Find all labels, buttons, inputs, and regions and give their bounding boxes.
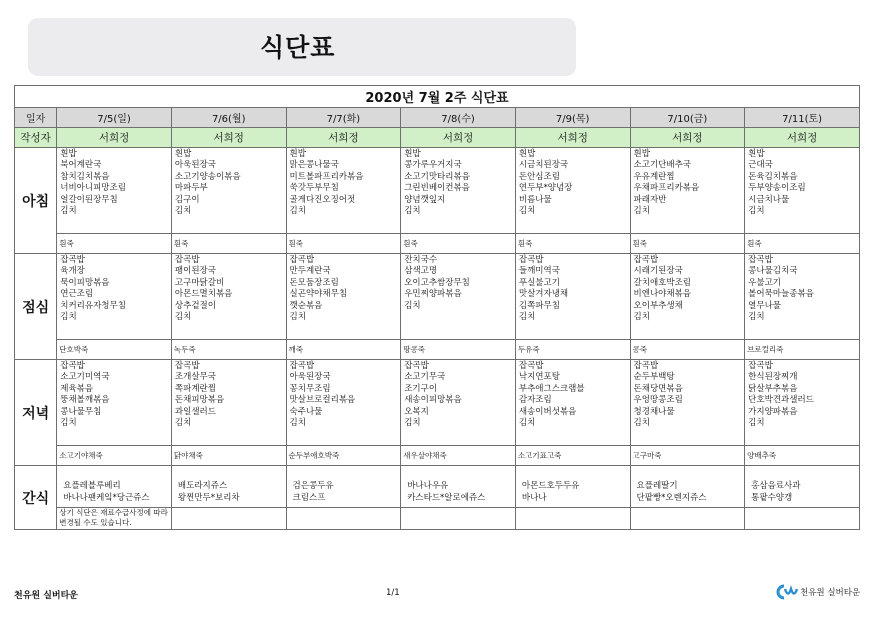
menu-item: 새송이피망볶음 [404, 395, 462, 406]
menu-item: 한식된장찌개 [748, 372, 798, 383]
menu-item: 김치 [60, 206, 77, 217]
snack-item: 단팥빵*오렌지쥬스 [636, 492, 707, 503]
menu-item: 숙주나물 [289, 406, 323, 417]
footer-logo [774, 583, 860, 601]
menu-item: 우유계란찜 [633, 171, 675, 182]
menu-item: 김치 [404, 418, 421, 429]
menu-item: 김치 [518, 206, 536, 217]
menu-item: 김치 [633, 312, 650, 323]
menu-item: 돈채피망볶음 [174, 395, 225, 406]
menu-item: 흰밥 [748, 149, 765, 159]
menu-item: 푸실불고기 [518, 277, 560, 288]
empty-cell [286, 508, 401, 530]
snack-item: 요플레블루베리 [63, 481, 121, 491]
menu-cell [171, 360, 286, 446]
menu-cell [745, 360, 860, 446]
menu-item: 소고기미역국 [60, 372, 110, 383]
menu-item: 아욱된장국 [174, 160, 216, 171]
menu-item: 김치 [174, 418, 192, 429]
menu-cell [515, 254, 630, 340]
menu-item: 아몬드멸치볶음 [174, 289, 233, 300]
snack-item: 홍삼음료사과 [751, 481, 801, 491]
menu-cell [401, 254, 516, 340]
snack-cell [401, 466, 516, 508]
menu-item: 잡곡밥 [404, 361, 429, 371]
menu-item: 오이부추생채 [633, 300, 683, 311]
menu-item: 잔치국수 [404, 255, 438, 265]
menu-cell [286, 148, 401, 234]
empty-cell [401, 508, 516, 530]
menu-item: 소고기단배추국 [633, 160, 691, 171]
menu-item: 김치 [60, 312, 77, 323]
menu-item: 북어계란국 [60, 160, 102, 171]
menu-item: 잡곡밥 [748, 255, 773, 265]
menu-item: 잡곡밥 [633, 361, 659, 371]
snack-cell [171, 466, 286, 508]
menu-item: 갈치애호박조림 [633, 277, 691, 288]
empty-cell [171, 508, 286, 530]
day-author: 서희정 [401, 128, 516, 148]
menu-item: 김구이 [174, 194, 200, 205]
snack-item: 요플레딸기 [636, 481, 678, 491]
menu-item: 너비아니피망조림 [60, 183, 126, 194]
porridge-item: 땅콩죽 [401, 340, 516, 360]
empty-cell [515, 508, 630, 530]
porridge-item: 소고기표고죽 [515, 446, 630, 466]
porridge-item: 녹두죽 [171, 340, 286, 360]
menu-cell [57, 360, 172, 446]
menu-item: 낙지연포탕 [518, 372, 560, 383]
menu-item: 잡곡밥 [60, 361, 85, 371]
snack-item: 검은콩두유 [292, 481, 334, 491]
menu-item: 잡곡밥 [518, 255, 544, 265]
menu-item: 비엔나야채볶음 [633, 289, 691, 300]
menu-cell [630, 360, 745, 446]
menu-item: 흰밥 [404, 149, 421, 159]
day-date: 7/6(월) [171, 108, 286, 128]
menu-item: 김치 [633, 418, 650, 429]
menu-note: 상기 식단은 재료수급사정에 따라 변경될 수도 있습니다. [57, 508, 172, 530]
date-label: 일자 [15, 108, 57, 128]
porridge-item: 닭야채죽 [171, 446, 286, 466]
snack-item: 바나나팬케잌*당근쥬스 [63, 492, 150, 503]
day-author: 서희정 [171, 128, 286, 148]
menu-item: 비름나물 [518, 194, 552, 205]
menu-item: 근대국 [748, 160, 773, 171]
menu-item: 닭살부추볶음 [748, 383, 798, 394]
menu-item: 잡곡밥 [289, 255, 315, 265]
menu-item: 잡곡밥 [174, 361, 200, 371]
menu-item: 가지양파볶음 [748, 406, 798, 417]
menu-item: 김치 [289, 418, 306, 429]
empty-cell [745, 508, 860, 530]
menu-item: 콩나물김치국 [748, 266, 798, 277]
snack-cell [57, 466, 172, 508]
logo-icon [774, 583, 798, 601]
day-author: 서희정 [630, 128, 745, 148]
logo-text: 천유원 실버타운 [800, 588, 861, 598]
menu-item: 김치 [748, 418, 765, 429]
menu-item: 잡곡밥 [748, 361, 773, 371]
snack-cell [745, 466, 860, 508]
menu-item: 김치 [289, 312, 306, 323]
menu-cell [745, 254, 860, 340]
meal-label: 아침 [15, 148, 57, 254]
menu-item: 뚱채볼깨볶음 [60, 395, 110, 406]
menu-item: 잡곡밥 [633, 255, 659, 265]
menu-item: 감자조림 [518, 395, 552, 406]
porridge-item: 흰죽 [515, 234, 630, 254]
porridge-item: 흰죽 [286, 234, 401, 254]
menu-item: 시금치나물 [748, 194, 790, 205]
day-author: 서희정 [57, 128, 172, 148]
menu-item: 우불고기 [748, 277, 782, 288]
menu-cell [286, 254, 401, 340]
snack-cell [630, 466, 745, 508]
menu-item: 콩나물무침 [60, 406, 102, 417]
day-date: 7/10(금) [630, 108, 745, 128]
menu-item: 아욱된장국 [289, 372, 331, 383]
porridge-item: 두유죽 [515, 340, 630, 360]
menu-item: 김치 [174, 312, 192, 323]
menu-item: 조개살무국 [174, 372, 216, 383]
menu-item: 새송이버섯볶음 [518, 406, 577, 417]
porridge-item: 흰죽 [401, 234, 516, 254]
day-date: 7/8(수) [401, 108, 516, 128]
menu-item: 김치 [289, 206, 306, 217]
menu-item: 양념깻잎지 [404, 194, 446, 205]
footer-org-name: 천유원 실버타운 [14, 591, 78, 601]
day-date: 7/5(일) [57, 108, 172, 128]
snack-item: 바나나우유 [407, 481, 449, 491]
menu-cell [515, 360, 630, 446]
menu-item: 우채파프리카볶음 [633, 183, 700, 194]
menu-item: 맛살겨자냉채 [518, 289, 569, 300]
menu-item: 소고기맛타리볶음 [404, 171, 470, 182]
menu-item: 우민찌양파볶음 [404, 289, 462, 300]
day-date: 7/11(토) [745, 108, 860, 128]
porridge-item: 고구마죽 [630, 446, 745, 466]
porridge-item: 순두부애호박죽 [286, 446, 401, 466]
empty-cell [630, 508, 745, 530]
menu-item: 오복지 [404, 406, 429, 417]
meal-label: 저녁 [15, 360, 57, 466]
menu-item: 꽁치무조림 [289, 383, 331, 394]
menu-item: 김치 [518, 312, 536, 323]
menu-item: 돈육김치볶음 [748, 171, 798, 182]
menu-item: 김치 [174, 206, 192, 217]
menu-item: 그린빈베이컨볶음 [404, 183, 470, 194]
author-label: 작성자 [15, 128, 57, 148]
menu-item: 김치 [404, 206, 421, 217]
menu-table [14, 85, 860, 530]
page-number: 1/1 [386, 588, 400, 598]
menu-item: 깻순볶음 [289, 300, 323, 311]
menu-item: 콩가루우거지국 [404, 160, 462, 171]
menu-cell [57, 254, 172, 340]
menu-item: 시금치된장국 [518, 160, 569, 171]
menu-item: 돈모둠장조림 [289, 277, 339, 288]
menu-item: 파래자반 [633, 194, 667, 205]
menu-item: 시래기된장국 [633, 266, 683, 277]
menu-cell [401, 360, 516, 446]
menu-item: 김쪽파무침 [518, 300, 560, 311]
menu-item: 흰밥 [174, 149, 192, 159]
table-title: 2020년 7월 2주 식단표 [15, 86, 860, 108]
porridge-item: 양배추죽 [745, 446, 860, 466]
menu-item: 순두부백탕 [633, 372, 675, 383]
snack-item: 바나나 [521, 492, 547, 503]
porridge-item: 콩죽 [630, 340, 745, 360]
menu-item: 볼어묵마늘종볶음 [748, 289, 814, 300]
menu-item: 돈안심조림 [518, 171, 560, 182]
snack-item: 아몬드호두두유 [521, 481, 580, 491]
menu-item: 삼색고명 [404, 266, 438, 277]
menu-item: 쪽파계란찜 [174, 383, 216, 394]
page-title: 식단표 [260, 33, 336, 62]
porridge-item: 흰죽 [171, 234, 286, 254]
porridge-item: 흰죽 [745, 234, 860, 254]
porridge-item: 흰죽 [57, 234, 172, 254]
menu-cell [171, 254, 286, 340]
menu-item: 김치 [518, 418, 536, 429]
menu-item: 소고기무국 [404, 372, 446, 383]
menu-item: 김치 [748, 206, 765, 217]
day-author: 서희정 [745, 128, 860, 148]
menu-item: 실곤약야채무침 [289, 289, 348, 300]
snack-cell [286, 466, 401, 508]
menu-item: 마파두부 [174, 183, 208, 194]
menu-item: 흰밥 [633, 149, 650, 159]
menu-item: 제육볶음 [60, 383, 94, 394]
menu-item: 우엉땅콩조림 [633, 395, 683, 406]
menu-item: 팽이된장국 [174, 266, 216, 277]
menu-item: 연근조림 [60, 289, 94, 300]
menu-cell [286, 360, 401, 446]
menu-item: 참치김치볶음 [60, 171, 110, 182]
menu-item: 쑥갓두부무침 [289, 183, 339, 194]
menu-item: 김치 [404, 300, 421, 311]
menu-item: 과일샐러드 [174, 406, 216, 417]
snack-item: 통팥수양갱 [751, 492, 793, 503]
menu-cell [630, 254, 745, 340]
menu-item: 얼갈이된장무침 [60, 194, 118, 205]
day-author: 서희정 [286, 128, 401, 148]
menu-item: 김치 [60, 418, 77, 429]
menu-item: 연두부*양념장 [518, 183, 573, 194]
menu-item: 육개장 [60, 266, 85, 277]
porridge-item: 깨죽 [286, 340, 401, 360]
menu-item: 미트볼파프리카볶음 [289, 171, 364, 182]
menu-item: 조기구이 [404, 383, 438, 394]
porridge-item: 소고기야채죽 [57, 446, 172, 466]
porridge-item: 브로컬리죽 [745, 340, 860, 360]
menu-cell [515, 148, 630, 234]
menu-item: 흰밥 [518, 149, 536, 159]
menu-item: 부추애그스크램블 [518, 383, 585, 394]
page-title-box [28, 18, 576, 76]
menu-item: 흰밥 [289, 149, 306, 159]
menu-cell [745, 148, 860, 234]
porridge-item: 흰죽 [630, 234, 745, 254]
snack-cell [515, 466, 630, 508]
porridge-item: 새우살야채죽 [401, 446, 516, 466]
menu-item: 돈채당면볶음 [633, 383, 683, 394]
menu-cell [630, 148, 745, 234]
menu-item: 오이고추쌈장무침 [404, 277, 470, 288]
snack-item: 크림스프 [292, 492, 326, 503]
day-date: 7/7(화) [286, 108, 401, 128]
snack-item: 왕찐만두*보리차 [177, 492, 240, 503]
menu-item: 두부양송이조림 [748, 183, 806, 194]
menu-item: 흰밥 [60, 149, 77, 159]
day-date: 7/9(목) [515, 108, 630, 128]
menu-item: 잡곡밥 [518, 361, 544, 371]
menu-item: 단호박견과샐러드 [748, 395, 814, 406]
meal-label: 간식 [15, 466, 57, 530]
menu-item: 김치 [633, 206, 650, 217]
menu-cell [171, 148, 286, 234]
menu-item: 만두계란국 [289, 266, 331, 277]
menu-cell [57, 148, 172, 234]
menu-item: 묵이피망볶음 [60, 277, 110, 288]
menu-item: 상추겉절이 [174, 300, 216, 311]
menu-item: 치커리유자청무침 [60, 300, 126, 311]
menu-item: 열무나물 [748, 300, 782, 311]
menu-item: 잡곡밥 [289, 361, 315, 371]
menu-item: 들깨미역국 [518, 266, 560, 277]
porridge-item: 단호박죽 [57, 340, 172, 360]
snack-item: 카스타드*알로에쥬스 [407, 492, 486, 503]
day-author: 서희정 [515, 128, 630, 148]
snack-item: 배도라지쥬스 [177, 481, 228, 491]
menu-cell [401, 148, 516, 234]
menu-item: 잡곡밥 [174, 255, 200, 265]
menu-item: 고구마닭갈비 [174, 277, 225, 288]
menu-item: 골게다진오징어젓 [289, 194, 356, 205]
menu-item: 김치 [748, 312, 765, 323]
meal-label: 점심 [15, 254, 57, 360]
menu-item: 청경채나물 [633, 406, 675, 417]
menu-item: 맑은콩나물국 [289, 160, 339, 171]
menu-item: 소고기양송이볶음 [174, 171, 241, 182]
menu-item: 맛살브로컬리볶음 [289, 395, 356, 406]
menu-item: 잡곡밥 [60, 255, 85, 265]
